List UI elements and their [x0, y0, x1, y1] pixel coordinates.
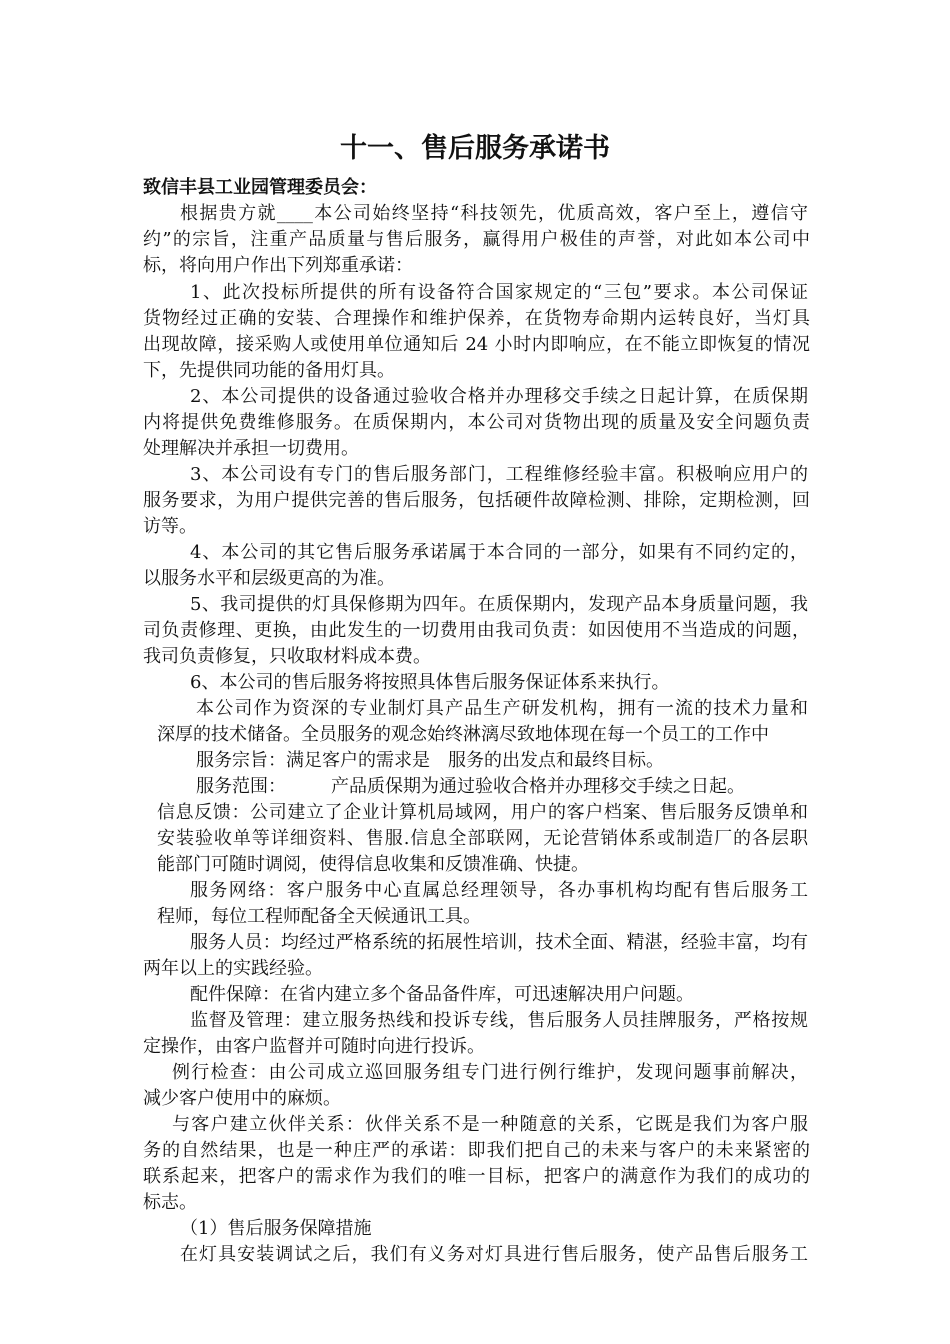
paragraph-line: 约”的宗旨，注重产品质量与售后服务，赢得用户极佳的声誉，对此如本公司中	[143, 229, 810, 250]
salutation: 致信丰县工业园管理委员会：	[143, 177, 377, 198]
paragraph-line: 内将提供免费维修服务。在质保期内，本公司对货物出现的质量及安全问题负责	[143, 412, 810, 433]
paragraph-line: 服务宗旨：满足客户的需求是 服务的出发点和最终目标。	[196, 750, 664, 771]
paragraph-line: 3、本公司设有专门的售后服务部门，工程维修经验丰富。积极响应用户的	[190, 464, 808, 485]
paragraph-line: 服务要求，为用户提供完善的售后服务，包括硬件故障检测、排除，定期检测，回	[143, 490, 810, 511]
paragraph-line: 服务人员：均经过严格系统的拓展性培训，技术全面、精湛，经验丰富，均有	[190, 932, 808, 953]
paragraph-line: 5、我司提供的灯具保修期为四年。在质保期内，发现产品本身质量问题，我	[190, 594, 808, 615]
paragraph-line: 处理解决并承担一切费用。	[143, 438, 359, 459]
paragraph-line: 能部门可随时调阅，使得信息收集和反馈准确、快捷。	[157, 854, 589, 875]
paragraph-line: 本公司作为资深的专业制灯具产品生产研发机构，拥有一流的技术力量和	[196, 698, 808, 719]
paragraph-line: 联系起来，把客户的需求作为我们的唯一目标，把客户的满意作为我们的成功的	[143, 1166, 810, 1187]
paragraph-line: 例行检查：由公司成立巡回服务组专门进行例行维护，发现问题事前解决，	[172, 1062, 808, 1083]
paragraph-line: 深厚的技术储备。全员服务的观念始终淋漓尽致地体现在每一个员工的工作中	[157, 724, 769, 745]
document-title: 十一、售后服务承诺书	[340, 133, 610, 164]
paragraph-line: 在灯具安装调试之后，我们有义务对灯具进行售后服务，使产品售后服务工	[180, 1244, 808, 1265]
paragraph-line: 我司负责修复，只收取材料成本费。	[143, 646, 431, 667]
paragraph-line: 程师，每位工程师配备全天候通讯工具。	[157, 906, 481, 927]
paragraph-line: 下，先提供同功能的备用灯具。	[143, 360, 395, 381]
paragraph-line: 2、本公司提供的设备通过验收合格并办理移交手续之日起计算，在质保期	[190, 386, 808, 407]
paragraph-line: 出现故障，接采购人或使用单位通知后 24 小时内即响应，在不能立即恢复的情况	[143, 334, 810, 355]
paragraph-line: 司负责修理、更换，由此发生的一切费用由我司负责：如因使用不当造成的问题，	[143, 620, 810, 641]
section-heading: （1）售后服务保障措施	[180, 1218, 372, 1239]
paragraph-line: 货物经过正确的安装、合理操作和维护保养，在货物寿命期内运转良好，当灯具	[143, 308, 810, 329]
paragraph-line: 4、本公司的其它售后服务承诺属于本合同的一部分，如果有不同约定的，	[190, 542, 808, 563]
paragraph-line: 根据贵方就____本公司始终坚持“科技领先，优质高效，客户至上，遵信守	[180, 203, 808, 224]
paragraph-line: 信息反馈：公司建立了企业计算机局域网，用户的客户档案、售后服务反馈单和	[157, 802, 808, 823]
paragraph-line: 标志。	[143, 1192, 197, 1213]
paragraph-line: 定操作，由客户监督并可随时向进行投诉。	[143, 1036, 485, 1057]
paragraph-line: 1、此次投标所提供的所有设备符合国家规定的“三包”要求。本公司保证	[190, 282, 808, 303]
paragraph-line: 访等。	[143, 516, 197, 537]
paragraph-line: 6、本公司的售后服务将按照具体售后服务保证体系来执行。	[190, 672, 670, 693]
paragraph-line: 务的自然结果，也是一种庄严的承诺：即我们把自己的未来与客户的未来紧密的	[143, 1140, 810, 1161]
paragraph-line: 安装验收单等详细资料、售服.信息全部联网，无论营销体系或制造厂的各层职	[157, 828, 808, 849]
paragraph-line: 以服务水平和层级更高的为准。	[143, 568, 395, 589]
paragraph-line: 与客户建立伙伴关系：伙伴关系不是一种随意的关系，它既是我们为客户服	[172, 1114, 808, 1135]
paragraph-line: 两年以上的实践经验。	[143, 958, 323, 979]
paragraph-line: 配件保障：在省内建立多个备品备件库，可迅速解决用户问题。	[190, 984, 694, 1005]
paragraph-line: 服务范围： 产品质保期为通过验收合格并办理移交手续之日起。	[196, 776, 745, 797]
paragraph-line: 监督及管理：建立服务热线和投诉专线，售后服务人员挂牌服务，严格按规	[190, 1010, 808, 1031]
paragraph-line: 服务网络：客户服务中心直属总经理领导，各办事机构均配有售后服务工	[190, 880, 808, 901]
paragraph-line: 标，将向用户作出下列郑重承诺：	[143, 255, 413, 276]
paragraph-line: 减少客户使用中的麻烦。	[143, 1088, 341, 1109]
